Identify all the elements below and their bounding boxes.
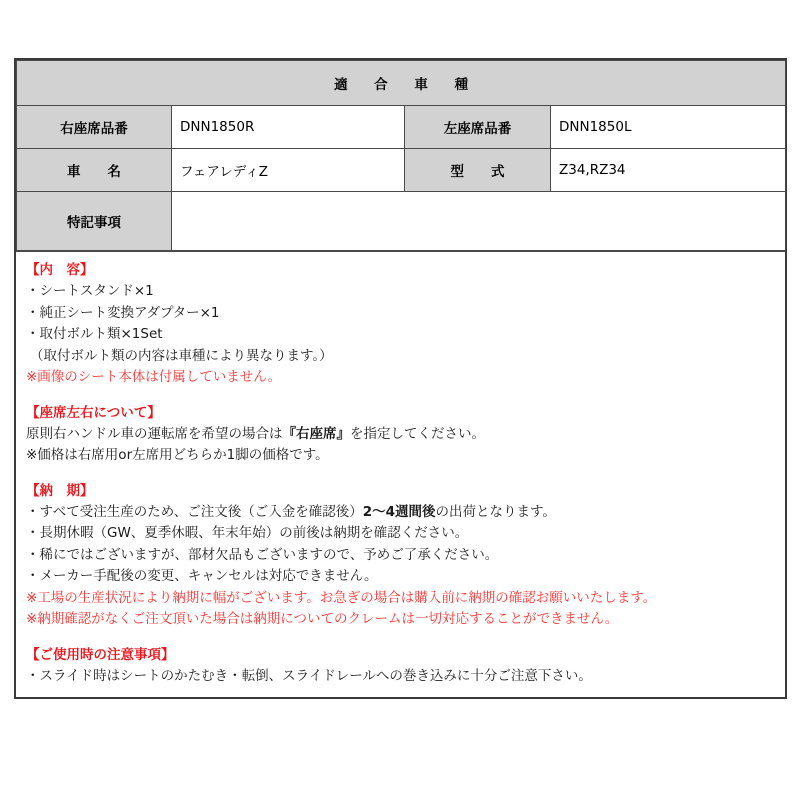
section-heading-seat-side: 【座席左右について】 (26, 404, 161, 421)
model-code-value: Z34,RZ34 (551, 149, 786, 192)
right-seat-part-number-label: 右座席品番 (17, 106, 172, 149)
section-heading-delivery: 【納 期】 (26, 482, 94, 499)
list-item: ・長期休暇（GW、夏季休暇、年末年始）の前後は納期を確認ください。 (26, 525, 469, 541)
table-title-row (17, 61, 786, 106)
list-item: ・スライド時はシートのかたむき・転倒、スライドレールへの巻き込みに十分ご注意下さい。 (26, 667, 592, 684)
special-notes-label: 特記事項 (17, 192, 172, 251)
section-heading-usage-precautions: 【ご使用時の注意事項】 (26, 646, 175, 663)
spacer (26, 631, 785, 645)
list-item: ・メーカー手配後の変更、キャンセルは対応できません。 (26, 568, 378, 584)
notes-body (16, 251, 785, 697)
table-row (17, 149, 786, 192)
model-code-label: 型 式 (405, 149, 551, 192)
vehicle-name-value: フェアレディZ (172, 149, 405, 192)
list-item: ・すべて受注生産のため、ご注文後（ご入金を確認後）2〜4週間後の出荷となります。 (26, 503, 556, 520)
list-item: 原則右ハンドル車の運転席を希望の場合は『右座席』を指定してください。 (26, 425, 485, 442)
table-row-special-notes (17, 192, 786, 251)
list-item: ※価格は右席用or左席用どちらか1脚の価格です。 (26, 447, 329, 463)
right-seat-part-number-value: DNN1850R (172, 106, 405, 149)
list-item: ・シートスタンド×1 (26, 283, 154, 299)
list-item-warning: ※画像のシート本体は付属していません。 (26, 369, 282, 385)
section-heading-contents: 【内 容】 (26, 262, 94, 278)
page-title: 適 合 車 種 (17, 61, 786, 106)
list-item: ・純正シート変換アダプター×1 (26, 304, 220, 321)
fitment-table (16, 60, 786, 251)
spacer (26, 389, 785, 403)
vehicle-name-label: 車 名 (17, 149, 172, 192)
list-item-warning: ※納期確認がなくご注文頂いた場合は納期についてのクレームは一切対応することができません。 (26, 611, 619, 627)
left-seat-part-number-value: DNN1850L (551, 106, 786, 149)
table-row (17, 106, 786, 149)
list-item: ・稀にではございますが、部材欠品もございますので、予めご了承ください。 (26, 546, 499, 563)
list-item-warning: ※工場の生産状況により納期に幅がございます。お急ぎの場合は購入前に納期の確認お願いいたします。 (26, 589, 657, 606)
list-item: （取付ボルト類の内容は車種により異なります。） (30, 347, 333, 364)
list-item: ・取付ボルト類×1Set (26, 326, 163, 342)
left-seat-part-number-label: 左座席品番 (405, 106, 551, 149)
special-notes-value (172, 192, 786, 251)
fitment-document (14, 58, 787, 699)
spacer (26, 467, 785, 481)
